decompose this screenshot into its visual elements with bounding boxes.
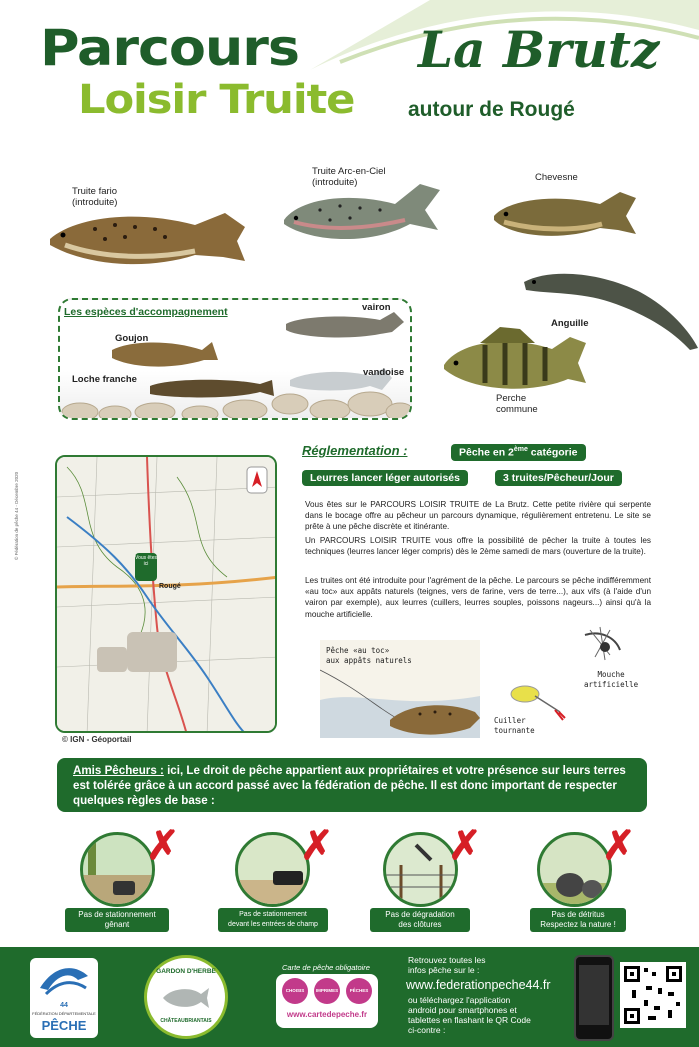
- title-parcours: Parcours: [40, 19, 299, 77]
- map-credit: © IGN - Géoportail: [62, 735, 132, 744]
- truite-arc-en-ciel-image: [280, 180, 450, 260]
- map-panel[interactable]: [55, 455, 277, 733]
- amis-lead: Amis Pêcheurs :: [73, 764, 164, 777]
- label-perche: Perche commune: [496, 393, 538, 415]
- app-line-2: android pour smartphones et: [408, 1005, 517, 1015]
- truite-fario-image: [45, 205, 250, 275]
- categorie-suffix: catégorie: [527, 446, 578, 459]
- location-subtitle: autour de Rougé: [408, 98, 575, 121]
- rule-no-field-parking-icon: [235, 832, 310, 907]
- label-vandoise: vandoise: [363, 367, 405, 378]
- categorie-prefix: Pêche en 2: [459, 446, 514, 459]
- map-image: [57, 457, 277, 733]
- federation-logo: [30, 958, 98, 1038]
- cross-icon: ✗: [602, 824, 636, 868]
- rule-label-3: Pas de dégradation des clôtures: [370, 908, 470, 932]
- paragraph-2: Un PARCOURS LOISIR TRUITE vous offre la possibilité de pêcher la truite à toutes les techniques (leurres lancer léger compris) dès le 2ème samedi de mars (ouverture de la truite).: [305, 536, 651, 557]
- cross-icon: ✗: [448, 824, 482, 868]
- peches-icon: PÊCHES: [346, 978, 372, 1004]
- cuiller-caption: Cuiller tournante: [494, 716, 535, 735]
- chevesne-image: [490, 186, 640, 246]
- leurres-badge: Leurres lancer léger autorisés: [302, 470, 468, 486]
- label-anguille: Anguille: [551, 318, 589, 329]
- categorie-badge: [451, 444, 586, 461]
- federation-website-link[interactable]: www.federationpeche44.fr: [406, 978, 551, 992]
- amis-text: ici, Le droit de pêche appartient aux propriétaires et votre présence sur leurs terres est tolérée grâce à un accord passé avec la fédération de pêche. Il est donc important de respecter quelques règles de base :: [73, 764, 626, 807]
- title-loisir-truite: Loisir Truite: [78, 77, 355, 123]
- label-goujon: Goujon: [115, 333, 149, 344]
- aappma-logo: [144, 955, 228, 1039]
- reglementation-title: Réglementation :: [302, 443, 408, 458]
- label-truite-fario: Truite fario (introduite): [72, 186, 118, 208]
- imprimes-icon: IMPRIMES: [314, 978, 340, 1004]
- cross-icon: ✗: [300, 824, 334, 868]
- info-line-1: Retrouvez toutes les: [408, 955, 486, 965]
- amis-pecheurs-banner: [57, 758, 647, 812]
- carte-title: Carte de pêche obligatoire: [282, 963, 370, 972]
- au-toc-caption: Pêche «au toc» aux appâts naturels: [326, 646, 412, 665]
- qr-code-icon[interactable]: [620, 962, 686, 1028]
- map-you-are-here-marker: Vous êtes ici: [135, 555, 157, 567]
- aappma-bottom: CHÂTEAUBRIANTAIS: [160, 1018, 212, 1024]
- map-town-rouge: Rougé: [159, 583, 181, 590]
- app-line-1: ou téléchargez l'application: [408, 995, 511, 1005]
- rule-no-fence-damage-icon: [383, 832, 458, 907]
- federation-dept: 44: [60, 1002, 68, 1009]
- aappma-top: GARDON D'HERBE: [156, 968, 216, 975]
- river-name: La Brutz: [418, 20, 660, 79]
- perche-image: [440, 325, 590, 400]
- cartedepeche-card[interactable]: [276, 974, 378, 1028]
- rule-label-4: Pas de détritus Respectez la nature !: [530, 908, 626, 932]
- federation-name: PÊCHE: [41, 1018, 87, 1033]
- rule-label-2: Pas de stationnement devant les entrées de champ: [218, 908, 328, 932]
- federation-top-text: FÉDÉRATION DÉPARTEMENTALE: [32, 1011, 96, 1016]
- gardon-fish-icon: [161, 982, 211, 1014]
- label-chevesne: Chevesne: [535, 172, 578, 183]
- cross-icon: ✗: [146, 824, 180, 868]
- paragraph-3: Les truites ont été introduite pour l'agrément de la pêche. Le parcours se pêche indifféremment «au toc» aux appâts naturels (teignes, vers de farine, vers de terre...), aux vifs (à l'aide d'un vairon par exemple), aux leurres (cuillers, leurres souples, poissons nageurs...) ainsi qu'à la mouche artificielle.: [305, 576, 651, 619]
- quota-badge: 3 truites/Pêcheur/Jour: [495, 470, 622, 486]
- accompanying-species-title: Les espèces d'accompagnement: [64, 306, 228, 318]
- app-line-3: tablettes en flashant le QR Code: [408, 1015, 531, 1025]
- rule-no-litter-icon: [537, 832, 612, 907]
- cartedepeche-link[interactable]: www.cartedepeche.fr: [286, 1010, 368, 1019]
- mouche-image: [580, 625, 625, 670]
- smartphone-image: [574, 955, 614, 1041]
- label-loche-franche: Loche franche: [72, 374, 137, 385]
- fish-logo-icon: [30, 958, 98, 1002]
- rule-no-parking-icon: [80, 832, 155, 907]
- app-line-4: ci-contre :: [408, 1025, 446, 1035]
- rule-label-1: Pas de stationnement gênant: [65, 908, 169, 932]
- copyright-side-note: © Fédération de pêche 44 - Décembre 2020: [14, 471, 19, 560]
- categorie-sup: ème: [513, 446, 528, 453]
- choisis-icon: CHOISIS: [282, 978, 308, 1004]
- label-truite-arc-en-ciel: Truite Arc-en-Ciel (introduite): [312, 166, 386, 188]
- info-line-2: infos pêche sur le :: [408, 965, 480, 975]
- paragraph-1: Vous êtes sur le PARCOURS LOISIR TRUITE de La Brutz. Cette petite rivière qui serpente dans le bocage offre au pêcheur un parcours dynamique, régulièrement entretenu. Le site se prête à une pêche discrète et itinérante.: [305, 500, 651, 532]
- mouche-caption: Mouche artificielle: [584, 670, 639, 689]
- pebbles-image: [60, 300, 412, 420]
- label-vairon: vairon: [362, 302, 391, 313]
